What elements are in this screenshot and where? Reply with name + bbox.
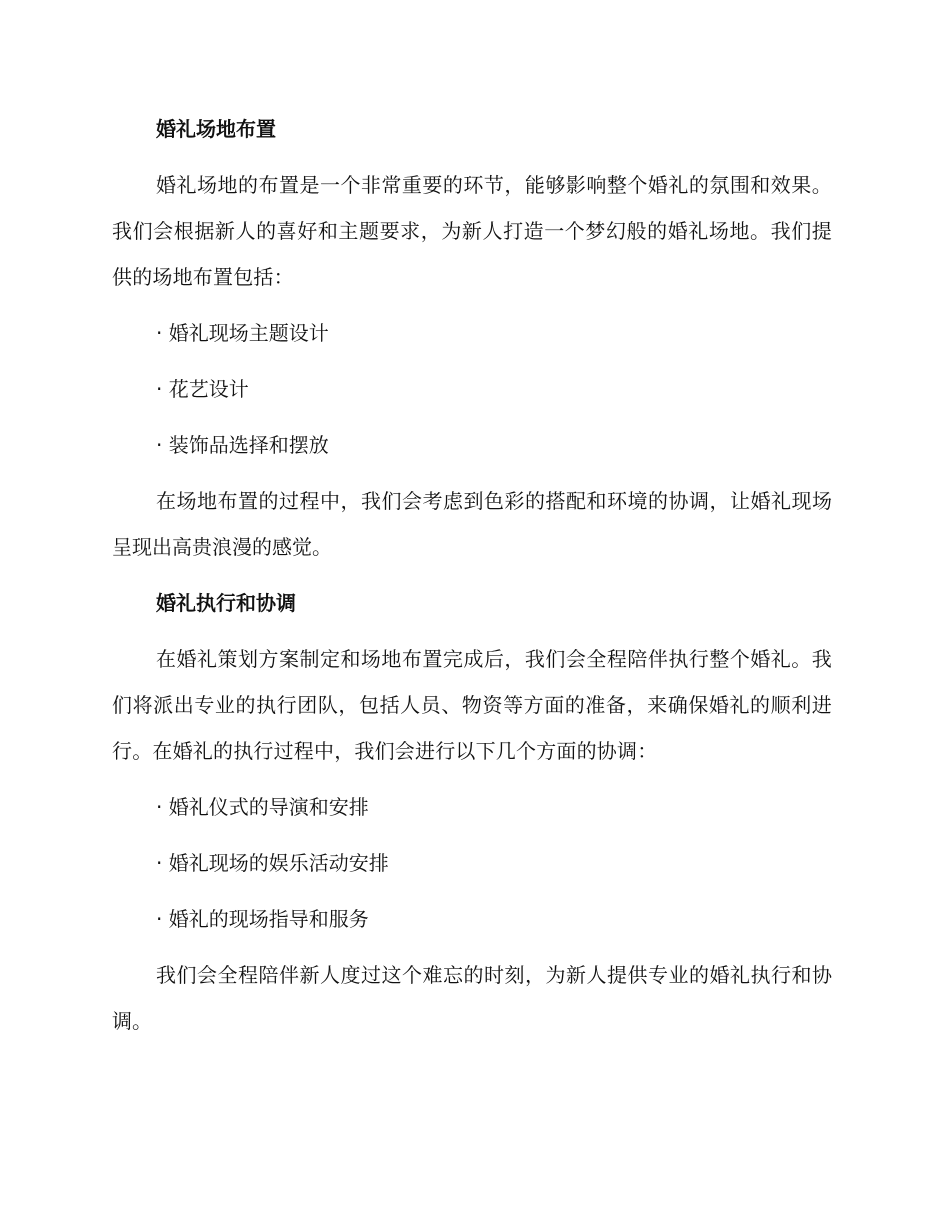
list-item: · 婚礼现场主题设计 <box>156 321 329 345</box>
list-item: · 婚礼仪式的导演和安排 <box>156 795 369 819</box>
list-item: · 婚礼的现场指导和服务 <box>156 907 369 931</box>
list-item: · 装饰品选择和摆放 <box>156 433 329 457</box>
section-outro-paragraph: 在场地布置的过程中，我们会考虑到色彩的搭配和环境的协调，让婚礼现场呈现出高贵浪漫的感觉。 <box>112 489 832 559</box>
section-venue-decoration <box>112 106 832 570</box>
section-heading: 婚礼场地布置 <box>156 117 276 141</box>
bullet-list <box>112 784 832 942</box>
list-item: · 花艺设计 <box>156 377 249 401</box>
section-outro-paragraph: 我们会全程陪伴新人度过这个难忘的时刻，为新人提供专业的婚礼执行和协调。 <box>112 963 832 1033</box>
section-intro-paragraph: 婚礼场地的布置是一个非常重要的环节，能够影响整个婚礼的氛围和效果。我们会根据新人的喜好和主题要求，为新人打造一个梦幻般的婚礼场地。我们提供的场地布置包括： <box>112 173 832 289</box>
list-item: · 婚礼现场的娱乐活动安排 <box>156 851 389 875</box>
document-content <box>112 106 832 1054</box>
bullet-list <box>112 310 832 468</box>
section-intro-paragraph: 在婚礼策划方案制定和场地布置完成后，我们会全程陪伴执行整个婚礼。我们将派出专业的执行团队，包括人员、物资等方面的准备，来确保婚礼的顺利进行。在婚礼的执行过程中，我们会进行以下几个方面的协调： <box>112 647 832 763</box>
section-execution-coordination <box>112 580 832 1044</box>
section-heading: 婚礼执行和协调 <box>156 591 296 615</box>
